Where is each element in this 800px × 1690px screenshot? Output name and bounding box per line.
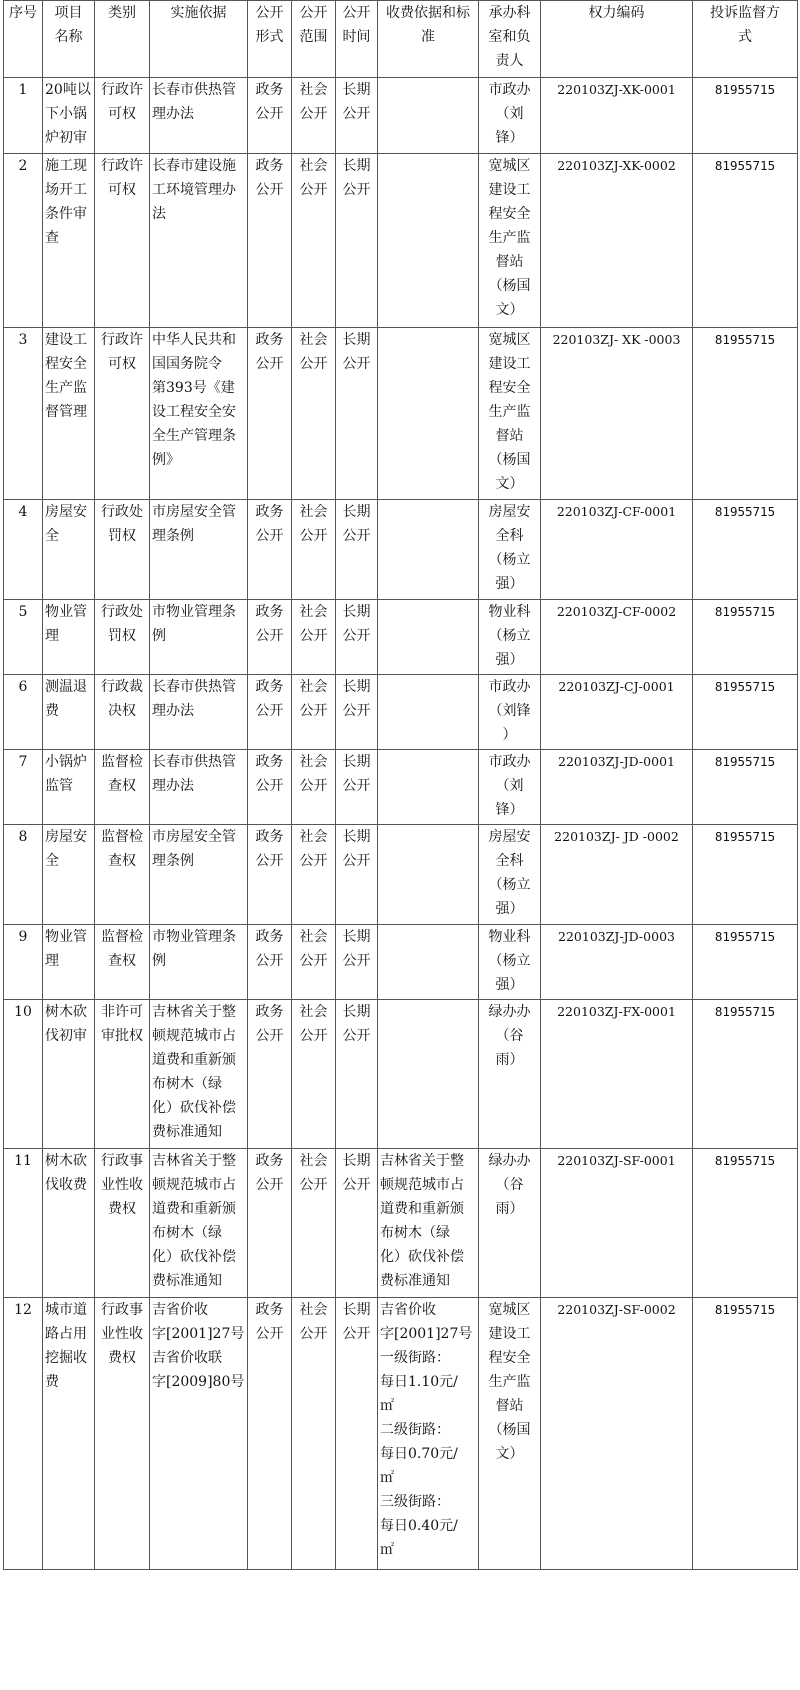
cell-disclosure-scope: 社会 公开: [292, 1149, 336, 1298]
cell-responsible-office: 物业科 （杨立 强）: [479, 925, 541, 1000]
cell-disclosure-form: 政务 公开: [248, 600, 292, 675]
cell-implementation-basis: 吉林省关于整 顿规范城市占 道费和重新颁 布树木（绿 化）砍伐补偿 费标准通知: [150, 1000, 248, 1149]
cell-row-number: 7: [4, 750, 43, 825]
cell-category: 监督检 查权: [95, 825, 150, 925]
cell-responsible-office: 宽城区 建设工 程安全 生产监 督站 （杨国 文）: [479, 1298, 541, 1570]
header-scope: 公开 范围: [292, 1, 336, 78]
table-row: [4, 328, 798, 500]
cell-category: 行政事 业性收 费权: [95, 1298, 150, 1570]
cell-disclosure-form: 政务 公开: [248, 78, 292, 154]
cell-responsible-office: 市政办 （刘 锋）: [479, 750, 541, 825]
cell-responsible-office: 宽城区 建设工 程安全 生产监 督站 （杨国 文）: [479, 328, 541, 500]
cell-disclosure-time: 长期 公开: [336, 1000, 378, 1149]
cell-implementation-basis: 长春市建设施 工环境管理办 法: [150, 154, 248, 328]
cell-disclosure-form: 政务 公开: [248, 925, 292, 1000]
cell-disclosure-time: 长期 公开: [336, 600, 378, 675]
cell-row-number: 8: [4, 825, 43, 925]
header-row: [4, 1, 798, 78]
cell-power-code: 220103ZJ-SF-0001: [541, 1149, 693, 1298]
cell-disclosure-time: 长期 公开: [336, 500, 378, 600]
table-row: [4, 600, 798, 675]
cell-row-number: 10: [4, 1000, 43, 1149]
cell-disclosure-scope: 社会 公开: [292, 825, 336, 925]
cell-implementation-basis: 吉省价收 字[2001]27号 吉省价收联 字[2009]80号: [150, 1298, 248, 1570]
header-code: 权力编码: [541, 1, 693, 78]
cell-fee-basis: [378, 600, 479, 675]
cell-disclosure-time: 长期 公开: [336, 1298, 378, 1570]
cell-disclosure-time: 长期 公开: [336, 675, 378, 750]
cell-disclosure-time: 长期 公开: [336, 78, 378, 154]
cell-item-name: 房屋安 全: [43, 500, 95, 600]
cell-implementation-basis: 长春市供热管 理办法: [150, 78, 248, 154]
cell-item-name: 树木砍 伐收费: [43, 1149, 95, 1298]
cell-fee-basis: [378, 154, 479, 328]
table-body: [4, 1, 798, 1570]
cell-disclosure-scope: 社会 公开: [292, 500, 336, 600]
cell-row-number: 2: [4, 154, 43, 328]
cell-responsible-office: 市政办 （刘锋 ）: [479, 675, 541, 750]
cell-row-number: 11: [4, 1149, 43, 1298]
cell-complaint-phone: 81955715: [693, 500, 798, 600]
cell-complaint-phone: 81955715: [693, 154, 798, 328]
cell-item-name: 20吨以 下小锅 炉初审: [43, 78, 95, 154]
cell-disclosure-form: 政务 公开: [248, 1149, 292, 1298]
cell-disclosure-time: 长期 公开: [336, 825, 378, 925]
cell-disclosure-form: 政务 公开: [248, 154, 292, 328]
cell-category: 监督检 查权: [95, 925, 150, 1000]
header-category: 类别: [95, 1, 150, 78]
cell-disclosure-scope: 社会 公开: [292, 600, 336, 675]
cell-complaint-phone: 81955715: [693, 750, 798, 825]
cell-row-number: 9: [4, 925, 43, 1000]
cell-category: 行政处 罚权: [95, 600, 150, 675]
cell-power-code: 220103ZJ- XK -0003: [541, 328, 693, 500]
table-row: [4, 1000, 798, 1149]
cell-implementation-basis: 中华人民共和 国国务院令 第393号《建 设工程安全安 全生产管理条 例》: [150, 328, 248, 500]
cell-row-number: 3: [4, 328, 43, 500]
table-row: [4, 78, 798, 154]
cell-responsible-office: 物业科 （杨立 强）: [479, 600, 541, 675]
cell-disclosure-time: 长期 公开: [336, 750, 378, 825]
table-row: [4, 750, 798, 825]
cell-disclosure-form: 政务 公开: [248, 1000, 292, 1149]
cell-disclosure-form: 政务 公开: [248, 675, 292, 750]
cell-fee-basis: [378, 675, 479, 750]
cell-fee-basis: 吉林省关于整 顿规范城市占 道费和重新颁 布树木（绿 化）砍伐补偿 费标准通知: [378, 1149, 479, 1298]
table-row: [4, 1298, 798, 1570]
cell-item-name: 测温退 费: [43, 675, 95, 750]
cell-item-name: 物业管 理: [43, 925, 95, 1000]
cell-fee-basis: [378, 78, 479, 154]
cell-complaint-phone: 81955715: [693, 1149, 798, 1298]
cell-power-code: 220103ZJ-CJ-0001: [541, 675, 693, 750]
table-row: [4, 154, 798, 328]
cell-disclosure-scope: 社会 公开: [292, 1298, 336, 1570]
table-row: [4, 825, 798, 925]
cell-disclosure-time: 长期 公开: [336, 328, 378, 500]
cell-category: 监督检 查权: [95, 750, 150, 825]
header-office: 承办科 室和负 责人: [479, 1, 541, 78]
cell-implementation-basis: 市房屋安全管 理条例: [150, 825, 248, 925]
cell-row-number: 6: [4, 675, 43, 750]
cell-implementation-basis: 市物业管理条 例: [150, 600, 248, 675]
cell-power-code: 220103ZJ-JD-0003: [541, 925, 693, 1000]
cell-responsible-office: 宽城区 建设工 程安全 生产监 督站 （杨国 文）: [479, 154, 541, 328]
cell-disclosure-form: 政务 公开: [248, 1298, 292, 1570]
cell-item-name: 房屋安 全: [43, 825, 95, 925]
cell-disclosure-time: 长期 公开: [336, 1149, 378, 1298]
cell-power-code: 220103ZJ- JD -0002: [541, 825, 693, 925]
cell-category: 行政许 可权: [95, 154, 150, 328]
cell-fee-basis: [378, 825, 479, 925]
table-row: [4, 1149, 798, 1298]
cell-power-code: 220103ZJ-CF-0002: [541, 600, 693, 675]
cell-disclosure-scope: 社会 公开: [292, 1000, 336, 1149]
cell-power-code: 220103ZJ-FX-0001: [541, 1000, 693, 1149]
cell-row-number: 5: [4, 600, 43, 675]
cell-disclosure-time: 长期 公开: [336, 925, 378, 1000]
cell-implementation-basis: 市房屋安全管 理条例: [150, 500, 248, 600]
cell-item-name: 小锅炉 监管: [43, 750, 95, 825]
cell-category: 行政许 可权: [95, 78, 150, 154]
cell-disclosure-time: 长期 公开: [336, 154, 378, 328]
cell-disclosure-scope: 社会 公开: [292, 925, 336, 1000]
header-no: 序号: [4, 1, 43, 78]
cell-fee-basis: [378, 925, 479, 1000]
cell-power-code: 220103ZJ-XK-0001: [541, 78, 693, 154]
cell-item-name: 物业管 理: [43, 600, 95, 675]
header-complaint: 投诉监督方 式: [693, 1, 798, 78]
cell-implementation-basis: 市物业管理条 例: [150, 925, 248, 1000]
cell-complaint-phone: 81955715: [693, 78, 798, 154]
cell-category: 行政裁 决权: [95, 675, 150, 750]
cell-row-number: 1: [4, 78, 43, 154]
cell-complaint-phone: 81955715: [693, 1000, 798, 1149]
table-row: [4, 675, 798, 750]
cell-category: 行政事 业性收 费权: [95, 1149, 150, 1298]
power-list-table: [3, 0, 798, 1570]
cell-responsible-office: 绿办办 （谷 雨）: [479, 1000, 541, 1149]
cell-fee-basis: [378, 750, 479, 825]
cell-item-name: 施工现 场开工 条件审 查: [43, 154, 95, 328]
cell-responsible-office: 绿办办 （谷 雨）: [479, 1149, 541, 1298]
cell-row-number: 4: [4, 500, 43, 600]
cell-fee-basis: 吉省价收 字[2001]27号 一级街路： 每日1.10元/ ㎡ 二级街路： 每日0.70元/ ㎡ 三级街路： 每日0.40元/ ㎡: [378, 1298, 479, 1570]
cell-row-number: 12: [4, 1298, 43, 1570]
cell-fee-basis: [378, 328, 479, 500]
cell-implementation-basis: 吉林省关于整 顿规范城市占 道费和重新颁 布树木（绿 化）砍伐补偿 费标准通知: [150, 1149, 248, 1298]
cell-complaint-phone: 81955715: [693, 328, 798, 500]
cell-item-name: 城市道 路占用 挖掘收 费: [43, 1298, 95, 1570]
cell-fee-basis: [378, 500, 479, 600]
cell-category: 非许可 审批权: [95, 1000, 150, 1149]
cell-disclosure-form: 政务 公开: [248, 500, 292, 600]
cell-power-code: 220103ZJ-SF-0002: [541, 1298, 693, 1570]
cell-complaint-phone: 81955715: [693, 1298, 798, 1570]
cell-disclosure-scope: 社会 公开: [292, 78, 336, 154]
header-time: 公开 时间: [336, 1, 378, 78]
cell-disclosure-form: 政务 公开: [248, 750, 292, 825]
table-row: [4, 925, 798, 1000]
cell-responsible-office: 房屋安 全科 （杨立 强）: [479, 825, 541, 925]
cell-disclosure-form: 政务 公开: [248, 328, 292, 500]
header-form: 公开 形式: [248, 1, 292, 78]
cell-disclosure-scope: 社会 公开: [292, 675, 336, 750]
header-item: 项目 名称: [43, 1, 95, 78]
cell-complaint-phone: 81955715: [693, 600, 798, 675]
cell-power-code: 220103ZJ-CF-0001: [541, 500, 693, 600]
cell-item-name: 树木砍 伐初审: [43, 1000, 95, 1149]
cell-disclosure-scope: 社会 公开: [292, 750, 336, 825]
cell-responsible-office: 市政办 （刘 锋）: [479, 78, 541, 154]
cell-category: 行政处 罚权: [95, 500, 150, 600]
header-fee: 收费依据和标 准: [378, 1, 479, 78]
cell-complaint-phone: 81955715: [693, 925, 798, 1000]
cell-implementation-basis: 长春市供热管 理办法: [150, 675, 248, 750]
cell-disclosure-scope: 社会 公开: [292, 154, 336, 328]
cell-responsible-office: 房屋安 全科 （杨立 强）: [479, 500, 541, 600]
cell-implementation-basis: 长春市供热管 理办法: [150, 750, 248, 825]
cell-disclosure-scope: 社会 公开: [292, 328, 336, 500]
table-row: [4, 500, 798, 600]
cell-complaint-phone: 81955715: [693, 675, 798, 750]
cell-disclosure-form: 政务 公开: [248, 825, 292, 925]
cell-complaint-phone: 81955715: [693, 825, 798, 925]
header-basis: 实施依据: [150, 1, 248, 78]
cell-fee-basis: [378, 1000, 479, 1149]
cell-power-code: 220103ZJ-XK-0002: [541, 154, 693, 328]
cell-category: 行政许 可权: [95, 328, 150, 500]
cell-item-name: 建设工 程安全 生产监 督管理: [43, 328, 95, 500]
cell-power-code: 220103ZJ-JD-0001: [541, 750, 693, 825]
